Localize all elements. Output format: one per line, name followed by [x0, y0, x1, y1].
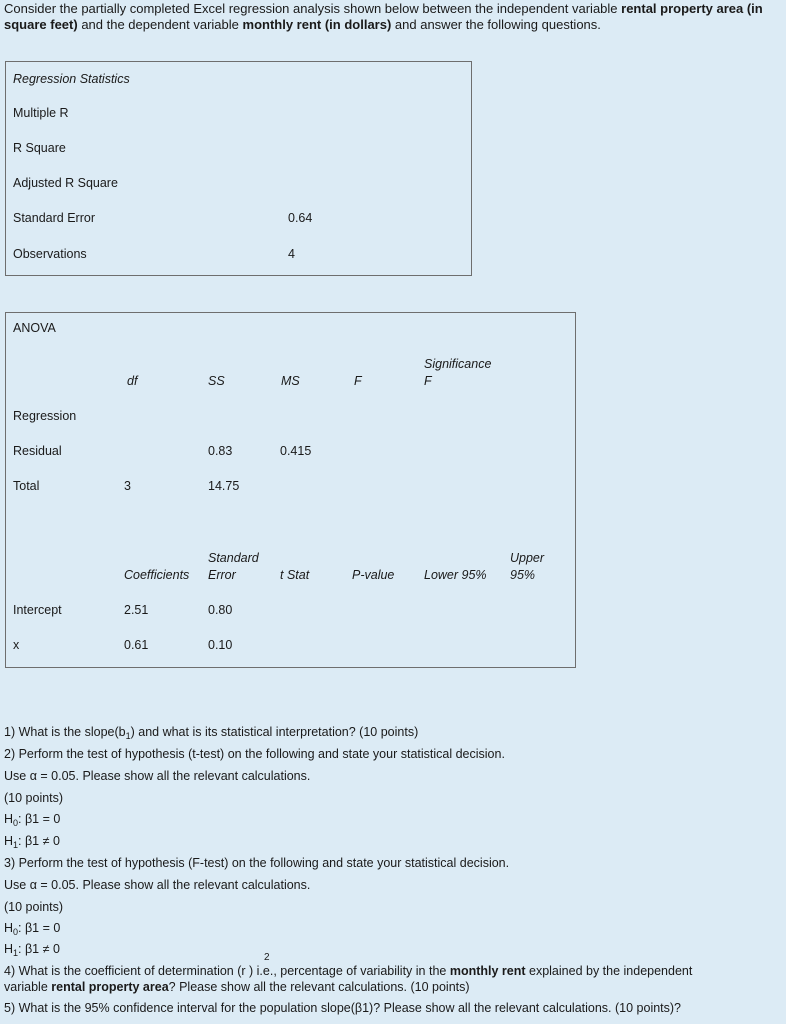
x-standard-error: 0.10 — [208, 638, 233, 652]
header-ms: MS — [281, 374, 300, 388]
question-3-use: Use α = 0.05. Please show all the relevant calculations. — [4, 878, 311, 892]
intro-part2: and the dependent variable — [77, 17, 243, 32]
header-f: F — [354, 374, 362, 388]
header-t-stat: t Stat — [280, 568, 310, 582]
question-3: 3) Perform the test of hypothesis (F-test) on the following and state your statistical decision. — [4, 856, 510, 870]
adjusted-r-square-label: Adjusted R Square — [13, 176, 118, 190]
intercept-coefficient: 2.51 — [124, 603, 149, 617]
anova-title: ANOVA — [13, 321, 56, 335]
intercept-label: Intercept — [13, 603, 62, 617]
question-3-points: (10 points) — [4, 900, 64, 914]
header-coefficients: Coefficients — [124, 568, 190, 582]
hypothesis-h1-f: $H_1$: β1 ≠ 0 — [4, 942, 60, 958]
intro-text — [4, 1, 782, 33]
observations-label: Observations — [13, 247, 87, 261]
regression-statistics-table — [5, 61, 472, 276]
hypothesis-h0-f: $H_0$: β1 = 0 — [4, 921, 61, 937]
hypothesis-h1-t: $H_1$: β1 ≠ 0 — [4, 834, 60, 850]
standard-error-value: 0.64 — [288, 211, 313, 225]
standard-error-label: Standard Error — [13, 211, 95, 225]
header-upper: Upper — [510, 551, 545, 565]
x-coefficient: 0.61 — [124, 638, 149, 652]
observations-value: 4 — [288, 247, 295, 261]
intercept-standard-error: 0.80 — [208, 603, 233, 617]
x-label: x — [13, 638, 20, 652]
header-ss: SS — [208, 374, 225, 388]
header-standard: Standard — [208, 551, 259, 565]
question-4-cont: variable rental property area? Please show all the relevant calculations. (10 points) — [4, 980, 470, 994]
regression-statistics-title: Regression Statistics — [13, 72, 130, 86]
header-significance: Significance — [424, 357, 492, 371]
question-4: 4) What is the coefficient of determination (r ) i.e., percentage of variability in the monthly rent explained by the independent — [4, 964, 693, 978]
intro-bold-dependent: monthly rent (in dollars) — [242, 17, 392, 32]
question-2-points: (10 points) — [4, 791, 64, 805]
header-significance-f: F — [424, 374, 432, 388]
total-row-label: Total — [13, 479, 40, 493]
header-upper-95: 95% — [510, 568, 536, 582]
header-error: Error — [208, 568, 236, 582]
question-5: 5) What is the 95% confidence interval for the population slope(β1)? Please show all the relevant calculations. (10 points)? — [4, 1001, 682, 1015]
header-p-value: P-value — [352, 568, 395, 582]
intro-part3: and answer the following questions. — [391, 17, 601, 32]
header-df: df — [127, 374, 138, 388]
r-square-label: R Square — [13, 141, 66, 155]
residual-ss: 0.83 — [208, 444, 233, 458]
residual-row-label: Residual — [13, 444, 62, 458]
intro-bold-variable: rental property area (in square feet) — [4, 1, 763, 32]
regression-row-label: Regression — [13, 409, 77, 423]
anova-table — [5, 312, 576, 668]
question-2-use: Use α = 0.05. Please show all the relevant calculations. — [4, 769, 311, 783]
r-squared-superscript: 2 — [264, 952, 270, 963]
multiple-r-label: Multiple R — [13, 106, 69, 120]
intro-part1: Consider the partially completed Excel regression analysis shown below between the independent variable — [4, 1, 622, 16]
question-2: 2) Perform the test of hypothesis (t-test) on the following and state your statistical decision. — [4, 747, 505, 761]
header-lower-95: Lower 95% — [424, 568, 487, 582]
hypothesis-h0-t: $H_0$: β1 = 0 — [4, 812, 61, 828]
total-df: 3 — [124, 479, 131, 493]
total-ss: 14.75 — [208, 479, 240, 493]
question-1: 1) What is the $slope(b_1)$ and what is its statistical interpretation? (10 points) — [4, 725, 419, 741]
residual-ms: 0.415 — [280, 444, 312, 458]
